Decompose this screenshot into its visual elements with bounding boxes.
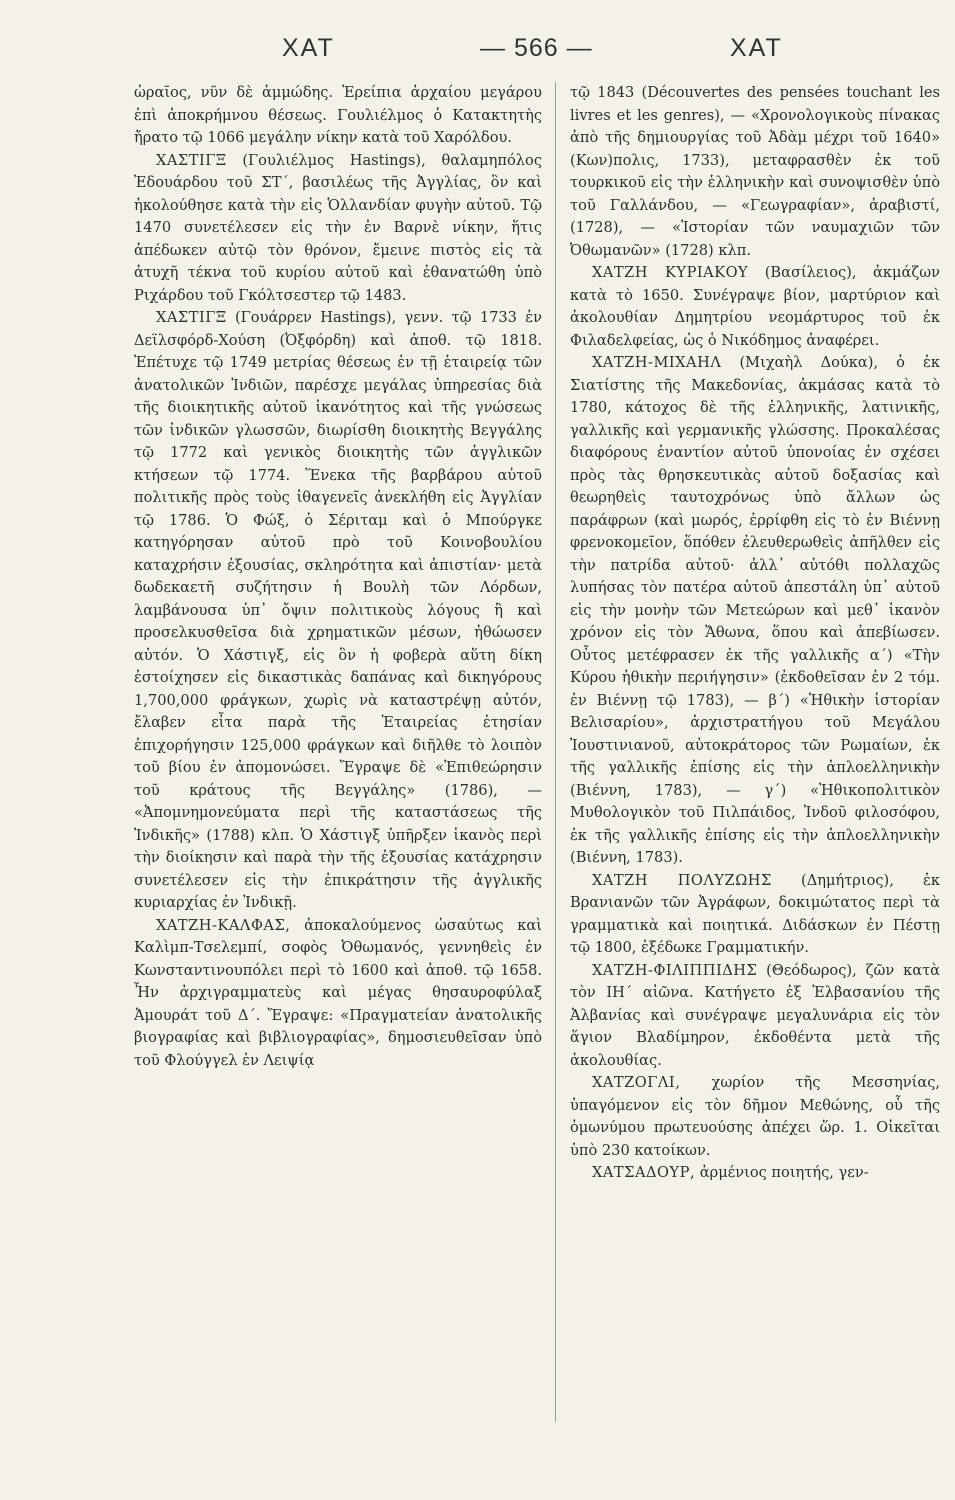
entry-text: (Γουλιέλμος Hastings), θαλαμηπόλος Ἐδουάρδου τοῦ ΣΤ΄, βασιλέως τῆς Ἀγγλίας, ὃν καὶ ἠκολούθησε κατὰ τὴν εἰς Ὁλλανδίαν φυγὴν αὐτοῦ. Τῷ 1470 συνετέλεσεν εἰς τὴν ἐν Βαρνὲ νίκην, ἥτις ἀπέδωκεν αὐτῷ τὸν θρόνον, ἔμεινε πιστὸς εἰς τὰ ἀτυχῆ τέκνα τοῦ κυρίου αὐτοῦ καὶ ἐθανατώθη ὑπὸ Ριχάρδου τοῦ Γκόλτσεστερ τῷ 1483. — [134, 151, 542, 304]
page-header — [0, 34, 955, 74]
entry-text: ἀποκαλούμενος ὡσαύτως καὶ Καλὶμπ-Τσελεμπί, σοφὸς Ὀθωμανός, γεννηθεὶς ἐν Κωνσταντινουπόλει περὶ τὸ 1600 καὶ ἀποθ. τῷ 1658. Ἦν ἀρχιγραμματεὺς καὶ μέγας θησαυροφύλαξ Ἀμουράτ τοῦ Δ΄. Ἔγραψε: «Πραγματείαν ἀνατολικῆς βιογραφίας καὶ βιβλιογραφίας», δημοσιευθεῖσαν ὑπὸ τοῦ Φλούγγελ ἐν Λειψίᾳ — [134, 916, 542, 1069]
entry-text: ἀρμένιος ποιητής, γεν- — [699, 1164, 869, 1181]
entry-headword: ΧΑΤΖΗ ΠΟΛΥΖΩΗΣ — [592, 871, 772, 889]
dictionary-entry — [570, 870, 940, 960]
entry-headword: ΧΑΣΤΙΓΞ — [156, 309, 227, 326]
entry-text: (Γουάρρεν Hastings), γενν. τῷ 1733 ἐν Δεϊλσφόρδ-Χούση (Ὀξφόρδη) καὶ ἀποθ. τῷ 1818. Ἐπέτυχε τῷ 1749 μετρίας θέσεως ἐν τῇ ἑταιρείᾳ τῶν ἀνατολικῶν Ἰνδιῶν, παρέσχε μεγάλας ὑπηρεσίας διὰ τῆς διοικητικῆς αὐτοῦ ἱκανότητος καὶ τῆς γνώσεως τῶν ἰνδικῶν γλωσσῶν, διωρίσθη διοικητὴς Βεγγάλης τῷ 1772 καὶ γενικὸς διοικητὴς τῶν ἀγγλικῶν κτήσεων τῷ 1774. Ἕνεκα τῆς βαρβάρου αὐτοῦ πολιτικῆς πρὸς τοὺς ἰθαγενεῖς ἀνεκλήθη εἰς Ἀγγλίαν τῷ 1786. Ὁ Φώξ, ὁ Σέριταμ καὶ ὁ Μπούργκε κατηγόρησαν αὐτοῦ πρὸ τοῦ Κοινοβουλίου καταχρήσιν ἐξουσίας, σκληρότητα καὶ ἀπιστίαν· μετὰ δωδεκαετῆ συζήτησιν ἡ Βουλὴ τῶν Λόρδων, λαμβάνουσα ὑπ᾽ ὄψιν πολιτικοὺς λόγους ἢ καὶ προσελκυσθεῖσα διὰ χρηματικῶν μέσων, ἠθώωσεν αὐτόν. Ὁ Χάστιγξ, εἰς ὃν ἡ φοβερὰ αὕτη δίκη ἐστοίχησεν εἰς δικαστικὰς δαπάνας καὶ δικηγόρους 1,700,000 φράγκων, χωρὶς νὰ καταστρέψῃ αὐτόν, ἔλαβεν εἶτα παρὰ τῆς Ἑταιρείας ἐτησίαν ἐπιχορήγησιν 125,000 φράγκων καὶ διῆλθε τὸ λοιπὸν τοῦ βίου ἐν ἀπομονώσει. Ἔγραψε δὲ «Ἐπιθεώρησιν τοῦ κράτους τῆς Βεγγάλης» (1786), — «Ἀπομνημονεύματα περὶ τῆς καταστάσεως τῆς Ἰνδικῆς» (1788) κλπ. Ὁ Χάστιγξ ὑπῆρξεν ἱκανὸς περὶ τὴν διοίκησιν καὶ παρὰ τὴν τῆς ἐξουσίας κατάχρησιν συνετέλεσεν εἰς τὴν ἐπικράτησιν τῆς ἀγγλικῆς κυριαρχίας ἐν Ἰνδικῇ. — [134, 309, 542, 911]
dictionary-entry — [570, 352, 940, 870]
column-divider — [555, 82, 556, 1422]
entry-text: (Δημήτριος), ἐκ Βρανιανῶν τῶν Ἀγράφων, δοκιμώτατος περὶ τὰ γραμματικὰ καὶ ποιητικά. Διδάσκων ἐν Πέστῃ τῷ 1800, ἐξέδωκε Γραμματικήν. — [570, 871, 940, 956]
dictionary-entry — [134, 307, 542, 915]
left-column — [134, 82, 542, 1072]
entry-headword: ΧΑΤΖΗ-ΜΙΧΑΗΛ — [592, 354, 722, 371]
dictionary-entry — [570, 1072, 940, 1162]
entry-text: ὡραῖος, νῦν δὲ ἀμμώδης. Ἐρείπια ἀρχαίου μεγάρου ἐπὶ ἀποκρήμνου θέσεως. Γουλιέλμος ὁ Κατακτητὴς ἤρατο τῷ 1066 μεγάλην νίκην κατὰ τοῦ Χαρόλδου. — [134, 84, 542, 146]
entry-headword: ΧΑΤΣΑΔΟΥΡ, — [592, 1164, 696, 1181]
entry-text: τῷ 1843 (Découvertes des pensées touchant les livres et les genres), — «Χρονολογικοὺς πίνακας ἀπὸ τῆς δημιουργίας τοῦ Ἀδὰμ μέχρι τοῦ 1640» (Κων)πολις, 1733), μεταφρασθὲν ἐκ τοῦ τουρκικοῦ εἰς τὴν ἑλληνικὴν καὶ συνοψισθὲν ὑπὸ τοῦ Γαλλάνδου, — «Γεωγραφίαν», ἀραβιστί, (1728), — «Ἱστορίαν τῶν ναυμαχιῶν τῶν Ὀθωμανῶν» (1728) κλπ. — [570, 84, 940, 259]
continued-text — [570, 82, 940, 262]
entry-headword: ΧΑΣΤΙΓΞ — [156, 151, 227, 169]
entry-headword: ΧΑΤΖΗ-ΦΙΛΙΠΠΙΔΗΣ — [592, 961, 758, 979]
running-head-left: ΧΑΤ — [282, 34, 335, 62]
entry-headword: ΧΑΤΖΗ ΚΥΡΙΑΚΟΥ — [592, 264, 749, 281]
dictionary-entry — [570, 960, 940, 1073]
continued-text — [134, 82, 542, 150]
entry-text: (Μιχαὴλ Δούκα), ὁ ἐκ Σιατίστης τῆς Μακεδονίας, ἀκμάσας κατὰ τὸ 1780, κάτοχος δὲ τῆς ἑλληνικῆς, λατινικῆς, γαλλικῆς καὶ γερμανικῆς γλώσσης. Προκαλέσας διαφόρους ἐναντίον αὐτοῦ ὑπονοίας ἐν σχέσει πρὸς τὰς θρησκευτικὰς αὐτοῦ δοξασίας καὶ θεωρηθεὶς ταυτοχρόνως ὑπὸ ἄλλων ὡς παράφρων (καὶ μωρός, ἐρρίφθη εἰς τὸ ἐν Βιέννῃ φρενοκομεῖον, ὅπόθεν ἐλευθερωθεὶς ἀπῆλθεν εἰς τὴν πατρίδα αὐτοῦ· ἀλλ᾽ αὐτόθι πολλαχῶς λυπήσας τὸν πατέρα αὐτοῦ ἀπεστάλη ὑπ᾽ αὐτοῦ εἰς τὴν μονὴν τῶν Μετεώρων καὶ μεθ᾽ ἱκανὸν χρόνον εἰς τὸν Ἄθωνα, ὅπου καὶ ἀπεβίωσεν. Οὗτος μετέφρασεν ἐκ τῆς γαλλικῆς α΄) «Τὴν Κύρου ἠθικὴν περιήγησιν» (ἐκδοθεῖσαν ἐν 2 τόμ. ἐν Βιέννῃ τῷ 1783), — β΄) «Ἠθικὴν ἱστορίαν Βελισαρίου», ἀρχιστρατήγου τοῦ Μεγάλου Ἰουστινιανοῦ, αὐτοκράτορος τῶν Ρωμαίων, ἐκ τῆς γαλλικῆς ἐπίσης εἰς τὴν ἁπλοελληνικὴν (Βιέννη, 1783), — γ΄) «Ἠθικοπολιτικὸν Μυθολογικὸν τοῦ Πιλπάιδος, Ἰνδοῦ φιλοσόφου, ἐκ τῆς γαλλικῆς ἐπίσης εἰς τὴν ἁπλοελληνικὴν (Βιέννη, 1783). — [570, 354, 941, 866]
entry-text: χωρίον τῆς Μεσσηνίας, ὑπαγόμενον εἰς τὸν δῆμον Μεθώνης, οὗ τῆς ὁμωνύμου πρωτευούσης ἀπέχει ὥρ. 1. Οἰκεῖται ὑπὸ 230 κατοίκων. — [570, 1074, 941, 1159]
entry-text: (Θεόδωρος), ζῶν κατὰ τὸν ΙΗ΄ αἰῶνα. Κατήγετο ἐξ Ἐλβασανίου τῆς Ἀλβανίας καὶ συνέγραψε μεγαλυνάρια εἰς τὸν ἅγιον Βλαδίμηρον, ἐκδοθέντα μετὰ τῆς ἀκολουθίας. — [570, 961, 940, 1069]
dictionary-entry — [134, 150, 542, 308]
entry-headword: ΧΑΤΖΗ-ΚΑΛΦΑΣ, — [156, 916, 291, 934]
dictionary-entry — [570, 1162, 940, 1185]
dictionary-entry — [134, 915, 542, 1073]
page-number: — 566 — — [480, 34, 593, 62]
running-head-right: ΧΑΤ — [730, 34, 783, 62]
dictionary-entry — [570, 262, 940, 352]
entry-text: (Βασίλειος), ἀκμάζων κατὰ τὸ 1650. Συνέγραψε βίον, μαρτύριον καὶ ἀκολουθίαν Δημητρίου νεομάρτυρος τοῦ ἐκ Φιλαδελφείας, ὡς ὁ Νικόδημος ἀναφέρει. — [570, 264, 941, 349]
entry-headword: ΧΑΤΖΟΓΛΙ, — [592, 1074, 681, 1091]
right-column — [570, 82, 940, 1185]
